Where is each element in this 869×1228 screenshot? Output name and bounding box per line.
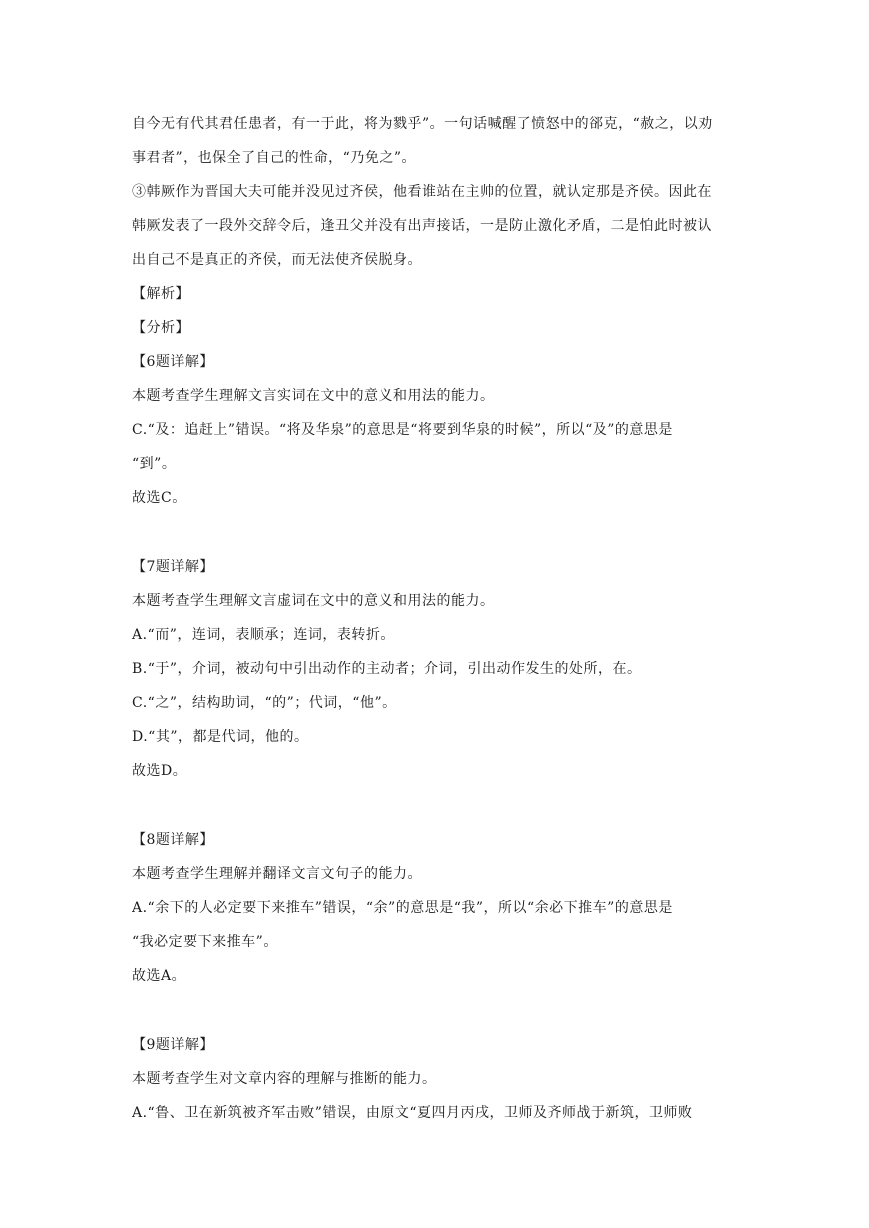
text-line: B.“于”，介词，被动句中引出动作的主动者；介词，引出动作发生的处所，在。 [132,661,642,677]
text-line: 出自己不是真正的齐侯，而无法使齐侯脱身。 [132,252,422,268]
text-line: 本题考查学生理解文言虚词在文中的意义和用法的能力。 [132,593,495,609]
text-line: 故选C。 [132,490,187,506]
text-line: A.“余下的人必定要下来推车”错误，“余”的意思是“我”，所以“余必下推车”的意思是 [132,900,673,916]
text-line: D.“其”，都是代词，他的。 [132,729,309,745]
text-line: “我必定要下来推车”。 [132,934,278,950]
text-line: 故选A。 [132,968,187,984]
text-line: 本题考查学生理解文言实词在文中的意义和用法的能力。 [132,388,495,404]
question-heading: 【6题详解】 [132,354,214,370]
question-heading: 【9题详解】 [132,1037,214,1053]
section-heading: 【解析】 [132,286,190,302]
text-line: 故选D。 [132,763,188,779]
text-line: “到”。 [132,456,177,472]
section-heading: 【分析】 [132,320,190,336]
text-line: C.“及：追赶上”错误。“将及华泉”的意思是“将要到华泉的时候”，所以“及”的意思是 [132,422,673,438]
text-line: 事君者”，也保全了自己的性命，“乃免之”。 [132,150,416,166]
question-heading: 【7题详解】 [132,559,214,575]
text-line: C.“之”，结构助词，“的”；代词，“他”。 [132,695,397,711]
text-line: 自今无有代其君任患者，有一于此，将为戮乎”。一句话喊醒了愤怒中的郤克，“赦之，以劝 [132,116,713,132]
text-line: 本题考查学生对文章内容的理解与推断的能力。 [132,1071,437,1087]
text-line: A.“而”，连词，表顺承；连词，表转折。 [132,627,395,643]
text-line: 韩厥发表了一段外交辞令后，逢丑父并没有出声接话，一是防止激化矛盾，二是怕此时被认 [132,218,712,234]
text-line: A.“鲁、卫在新筑被齐军击败”错误，由原文“夏四月丙戌，卫师及齐师战于新筑，卫师败 [132,1105,693,1121]
question-heading: 【8题详解】 [132,832,214,848]
text-line: 本题考查学生理解并翻译文言文句子的能力。 [132,866,422,882]
text-line: ③韩厥作为晋国大夫可能并没见过齐侯，他看谁站在主帅的位置，就认定那是齐侯。因此在 [132,184,712,200]
